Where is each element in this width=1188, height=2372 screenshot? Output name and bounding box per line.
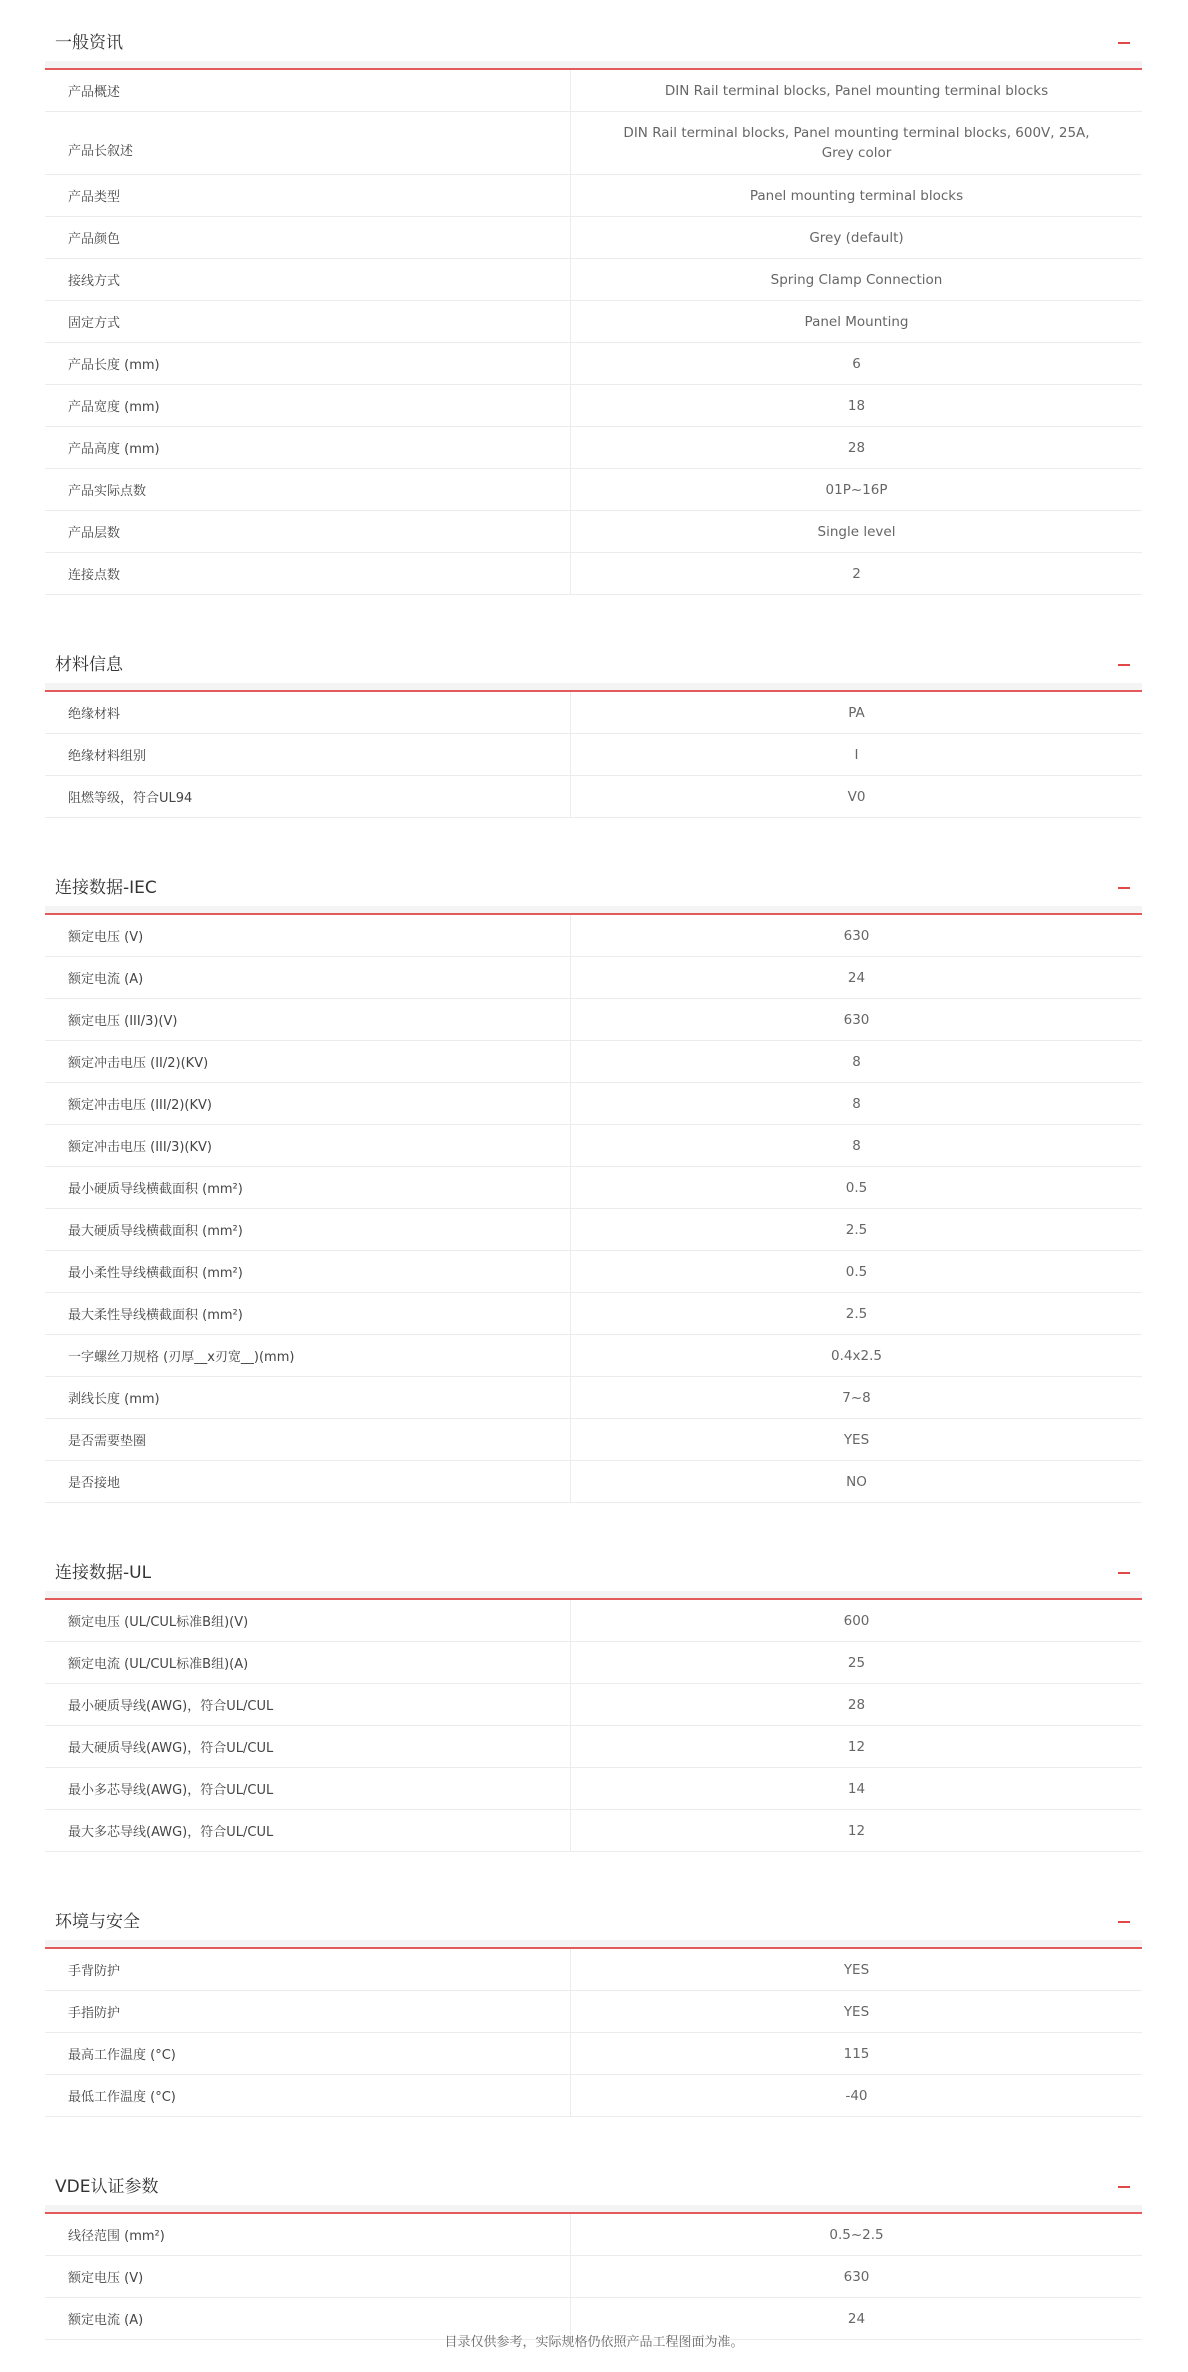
section-header[interactable] bbox=[45, 1530, 1142, 1600]
spec-value: PA bbox=[848, 704, 865, 721]
spec-value: 8 bbox=[852, 1095, 861, 1112]
collapse-icon[interactable] bbox=[1118, 1921, 1130, 1923]
spec-value: 24 bbox=[847, 969, 866, 986]
spec-row bbox=[45, 1251, 1142, 1293]
spec-row bbox=[45, 1293, 1142, 1335]
spec-row bbox=[45, 999, 1142, 1041]
section-title: 一般资讯 bbox=[55, 33, 123, 53]
spec-row bbox=[45, 1041, 1142, 1083]
spec-row bbox=[45, 957, 1142, 999]
spec-label: 最小硬质导线(AWG)，符合UL/CUL bbox=[45, 1684, 571, 1725]
spec-label: 连接点数 bbox=[45, 553, 571, 594]
spec-value: 12 bbox=[847, 1738, 866, 1755]
section-header[interactable] bbox=[45, 1879, 1142, 1949]
spec-row bbox=[45, 734, 1142, 776]
spec-value: 8 bbox=[852, 1137, 861, 1154]
spec-row bbox=[45, 1167, 1142, 1209]
spec-value: NO bbox=[846, 1473, 867, 1490]
spec-row bbox=[45, 1419, 1142, 1461]
spec-label: 最大硬质导线横截面积 (mm²) bbox=[45, 1209, 571, 1250]
collapse-icon[interactable] bbox=[1118, 2186, 1130, 2188]
spec-section bbox=[45, 1879, 1142, 2117]
spec-label: 最低工作温度 (°C) bbox=[45, 2075, 571, 2116]
spec-value: 0.4x2.5 bbox=[831, 1347, 882, 1364]
spec-label: 额定冲击电压 (III/2)(KV) bbox=[45, 1083, 571, 1124]
spec-value: 25 bbox=[847, 1654, 866, 1671]
section-header[interactable] bbox=[45, 845, 1142, 915]
spec-row bbox=[45, 1377, 1142, 1419]
spec-row bbox=[45, 1991, 1142, 2033]
spec-row bbox=[45, 553, 1142, 595]
spec-label: 最大柔性导线横截面积 (mm²) bbox=[45, 1293, 571, 1334]
spec-row bbox=[45, 1209, 1142, 1251]
spec-row bbox=[45, 427, 1142, 469]
spec-label: 额定电流 (UL/CUL标准B组)(A) bbox=[45, 1642, 571, 1683]
spec-label: 最高工作温度 (°C) bbox=[45, 2033, 571, 2074]
spec-label: 额定电流 (A) bbox=[45, 2298, 571, 2339]
footnote: 目录仅供参考，实际规格仍依照产品工程图面为准。 bbox=[444, 2335, 744, 2350]
spec-label: 一字螺丝刀规格 (刃厚__x刃宽__)(mm) bbox=[45, 1335, 571, 1376]
collapse-icon[interactable] bbox=[1118, 1572, 1130, 1574]
spec-value: 2.5 bbox=[845, 1221, 868, 1238]
section-title: 环境与安全 bbox=[55, 1912, 140, 1932]
spec-value: Panel mounting terminal blocks bbox=[749, 187, 964, 204]
spec-value: 630 bbox=[843, 1011, 870, 1028]
spec-value: 0.5 bbox=[845, 1263, 868, 1280]
spec-value: 0.5 bbox=[845, 1179, 868, 1196]
spec-label: 手指防护 bbox=[45, 1991, 571, 2032]
spec-value: 01P~16P bbox=[825, 481, 888, 498]
spec-label: 产品概述 bbox=[45, 70, 571, 111]
spec-label: 额定冲击电压 (III/3)(KV) bbox=[45, 1125, 571, 1166]
spec-value: YES bbox=[843, 1431, 870, 1448]
spec-row bbox=[45, 1684, 1142, 1726]
section-title: 连接数据-UL bbox=[55, 1563, 152, 1583]
spec-value: 24 bbox=[847, 2310, 866, 2327]
spec-label: 产品实际点数 bbox=[45, 469, 571, 510]
spec-row bbox=[45, 1461, 1142, 1503]
spec-row bbox=[45, 2214, 1142, 2256]
spec-label: 产品长度 (mm) bbox=[45, 343, 571, 384]
spec-row bbox=[45, 511, 1142, 553]
spec-label: 是否需要垫圈 bbox=[45, 1419, 571, 1460]
spec-row bbox=[45, 385, 1142, 427]
spec-row bbox=[45, 692, 1142, 734]
spec-label: 额定电压 (V) bbox=[45, 915, 571, 956]
spec-label: 额定电压 (III/3)(V) bbox=[45, 999, 571, 1040]
spec-row bbox=[45, 1600, 1142, 1642]
spec-row bbox=[45, 1726, 1142, 1768]
section-header[interactable] bbox=[45, 0, 1142, 70]
spec-label: 产品颜色 bbox=[45, 217, 571, 258]
spec-row bbox=[45, 1949, 1142, 1991]
spec-value: 2 bbox=[852, 565, 861, 582]
spec-label: 产品高度 (mm) bbox=[45, 427, 571, 468]
spec-label: 剥线长度 (mm) bbox=[45, 1377, 571, 1418]
spec-section bbox=[45, 2144, 1142, 2340]
spec-label: 阻燃等级，符合UL94 bbox=[45, 776, 571, 817]
section-title: VDE认证参数 bbox=[55, 2177, 159, 2197]
spec-label: 额定冲击电压 (II/2)(KV) bbox=[45, 1041, 571, 1082]
spec-row bbox=[45, 301, 1142, 343]
spec-value: 8 bbox=[852, 1053, 861, 1070]
section-title: 材料信息 bbox=[55, 655, 123, 675]
spec-value: Grey (default) bbox=[809, 229, 904, 246]
spec-label: 产品类型 bbox=[45, 175, 571, 216]
spec-label: 绝缘材料 bbox=[45, 692, 571, 733]
spec-label: 额定电压 (V) bbox=[45, 2256, 571, 2297]
spec-value: DIN Rail terminal blocks, Panel mounting terminal blocks, 600V, 25A, Grey color bbox=[623, 125, 1090, 161]
spec-value: 600 bbox=[843, 1612, 870, 1629]
spec-row bbox=[45, 70, 1142, 112]
spec-value: Panel Mounting bbox=[804, 313, 909, 330]
spec-label: 额定电流 (A) bbox=[45, 957, 571, 998]
spec-value: 18 bbox=[847, 397, 866, 414]
spec-section bbox=[45, 1530, 1142, 1852]
spec-label: 最大多芯导线(AWG)，符合UL/CUL bbox=[45, 1810, 571, 1851]
spec-value: 28 bbox=[847, 439, 866, 456]
spec-row bbox=[45, 915, 1142, 957]
spec-value: -40 bbox=[845, 2087, 868, 2104]
spec-section bbox=[45, 845, 1142, 1503]
spec-value: DIN Rail terminal blocks, Panel mounting terminal blocks bbox=[664, 82, 1049, 99]
spec-label: 线径范围 (mm²) bbox=[45, 2214, 571, 2255]
spec-label: 最小多芯导线(AWG)，符合UL/CUL bbox=[45, 1768, 571, 1809]
spec-value: 115 bbox=[843, 2045, 870, 2062]
spec-row bbox=[45, 217, 1142, 259]
collapse-icon[interactable] bbox=[1118, 887, 1130, 889]
spec-row bbox=[45, 259, 1142, 301]
spec-value: I bbox=[854, 746, 859, 763]
spec-value: Spring Clamp Connection bbox=[770, 271, 943, 288]
spec-row bbox=[45, 2256, 1142, 2298]
spec-value: 2.5 bbox=[845, 1305, 868, 1322]
spec-label: 最小硬质导线横截面积 (mm²) bbox=[45, 1167, 571, 1208]
spec-label: 是否接地 bbox=[45, 1461, 571, 1502]
spec-label: 最大硬质导线(AWG)，符合UL/CUL bbox=[45, 1726, 571, 1767]
section-header[interactable] bbox=[45, 622, 1142, 692]
spec-row bbox=[45, 2033, 1142, 2075]
spec-section bbox=[45, 622, 1142, 818]
spec-label: 手背防护 bbox=[45, 1949, 571, 1990]
spec-value: Single level bbox=[817, 523, 896, 540]
section-header[interactable] bbox=[45, 2144, 1142, 2214]
spec-value: 6 bbox=[852, 355, 861, 372]
spec-value: 630 bbox=[843, 927, 870, 944]
spec-row bbox=[45, 1810, 1142, 1852]
spec-row bbox=[45, 469, 1142, 511]
spec-row bbox=[45, 1083, 1142, 1125]
collapse-icon[interactable] bbox=[1118, 42, 1130, 44]
spec-value: YES bbox=[843, 2003, 870, 2020]
spec-row bbox=[45, 776, 1142, 818]
collapse-icon[interactable] bbox=[1118, 664, 1130, 666]
spec-section bbox=[45, 0, 1142, 595]
spec-row bbox=[45, 1642, 1142, 1684]
spec-row bbox=[45, 1768, 1142, 1810]
spec-row bbox=[45, 1335, 1142, 1377]
spec-label: 产品长叙述 bbox=[45, 112, 571, 174]
spec-label: 产品宽度 (mm) bbox=[45, 385, 571, 426]
spec-label: 绝缘材料组别 bbox=[45, 734, 571, 775]
spec-row bbox=[45, 343, 1142, 385]
spec-value: 14 bbox=[847, 1780, 866, 1797]
spec-value: 12 bbox=[847, 1822, 866, 1839]
spec-label: 最小柔性导线横截面积 (mm²) bbox=[45, 1251, 571, 1292]
spec-value: YES bbox=[843, 1961, 870, 1978]
spec-value: V0 bbox=[847, 788, 866, 805]
spec-row bbox=[45, 175, 1142, 217]
spec-page bbox=[45, 0, 1142, 2340]
spec-label: 固定方式 bbox=[45, 301, 571, 342]
spec-row bbox=[45, 1125, 1142, 1167]
spec-row bbox=[45, 112, 1142, 175]
spec-row bbox=[45, 2075, 1142, 2117]
spec-label: 产品层数 bbox=[45, 511, 571, 552]
spec-label: 接线方式 bbox=[45, 259, 571, 300]
spec-label: 额定电压 (UL/CUL标准B组)(V) bbox=[45, 1600, 571, 1641]
section-title: 连接数据-IEC bbox=[55, 878, 157, 898]
spec-value: 7~8 bbox=[842, 1389, 871, 1406]
spec-value: 0.5~2.5 bbox=[829, 2226, 884, 2243]
spec-value: 630 bbox=[843, 2268, 870, 2285]
spec-value: 28 bbox=[847, 1696, 866, 1713]
